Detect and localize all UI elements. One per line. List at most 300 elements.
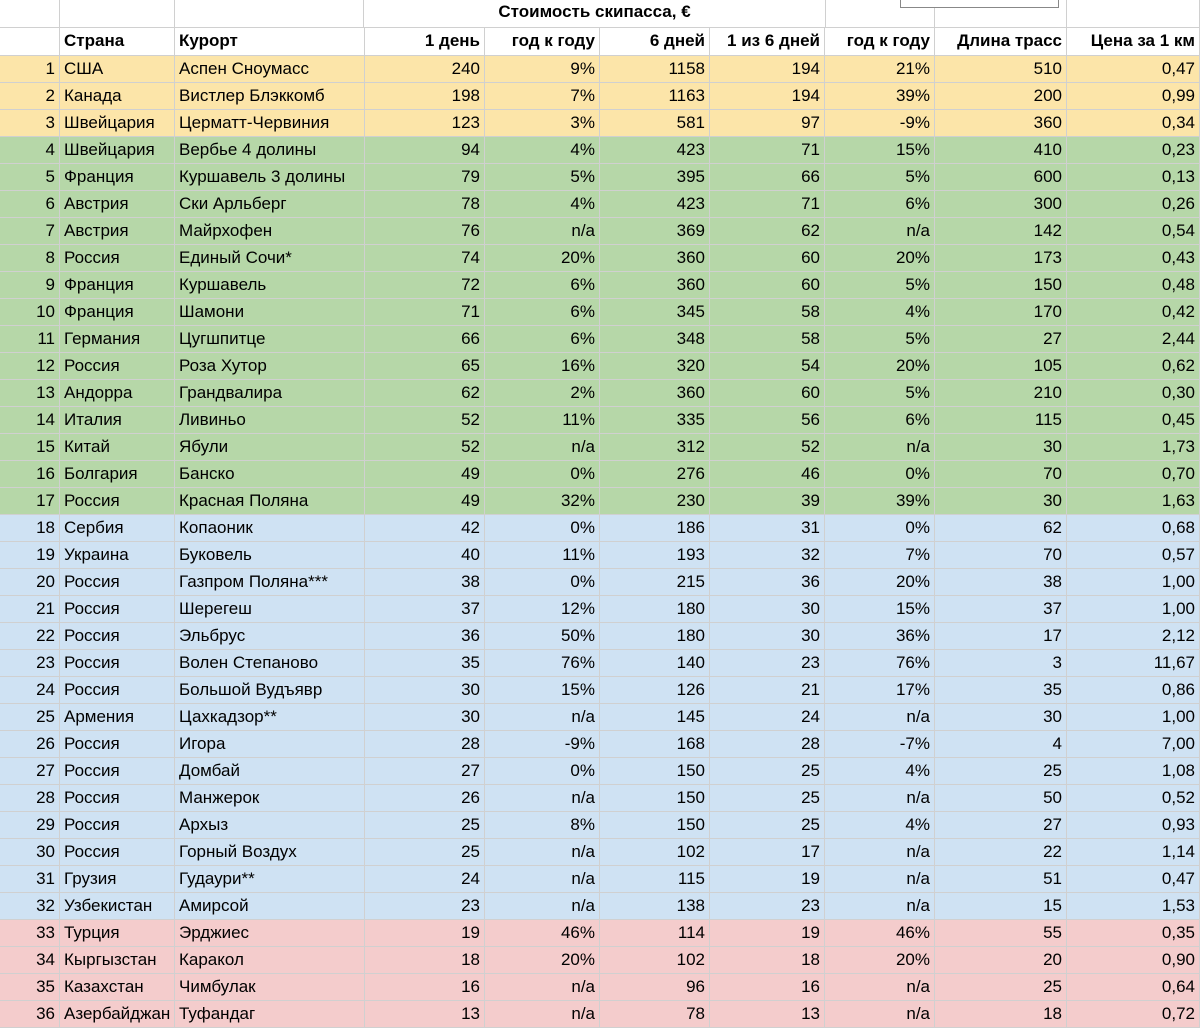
price-per-km-cell[interactable]: 0,45	[1067, 407, 1200, 434]
yoy1-cell[interactable]: -9%	[485, 731, 600, 758]
day1-cell[interactable]: 30	[365, 677, 485, 704]
resort-cell[interactable]: Роза Хутор	[175, 353, 365, 380]
yoy1-cell[interactable]: 46%	[485, 920, 600, 947]
resort-cell[interactable]: Ябули	[175, 434, 365, 461]
days6-cell[interactable]: 360	[600, 272, 710, 299]
country-cell[interactable]: Швейцария	[60, 137, 175, 164]
resort-cell[interactable]: Копаоник	[175, 515, 365, 542]
header-day1[interactable]: 1 день	[365, 28, 485, 56]
yoy6-cell[interactable]: 5%	[825, 326, 935, 353]
day1-cell[interactable]: 66	[365, 326, 485, 353]
day1-cell[interactable]: 49	[365, 461, 485, 488]
yoy1-cell[interactable]: 9%	[485, 56, 600, 83]
yoy6-cell[interactable]: 0%	[825, 461, 935, 488]
resort-cell[interactable]: Вистлер Блэккомб	[175, 83, 365, 110]
length-cell[interactable]: 27	[935, 812, 1067, 839]
price-per-km-cell[interactable]: 0,47	[1067, 56, 1200, 83]
header-country[interactable]: Страна	[60, 28, 175, 56]
length-cell[interactable]: 200	[935, 83, 1067, 110]
row-number[interactable]: 19	[0, 542, 60, 569]
country-cell[interactable]: Австрия	[60, 191, 175, 218]
country-cell[interactable]: Андорра	[60, 380, 175, 407]
length-cell[interactable]: 22	[935, 839, 1067, 866]
row-number[interactable]: 30	[0, 839, 60, 866]
length-cell[interactable]: 30	[935, 434, 1067, 461]
yoy1-cell[interactable]: 7%	[485, 83, 600, 110]
yoy6-cell[interactable]: 15%	[825, 596, 935, 623]
day1-cell[interactable]: 74	[365, 245, 485, 272]
yoy6-cell[interactable]: n/a	[825, 434, 935, 461]
country-cell[interactable]: Россия	[60, 812, 175, 839]
yoy6-cell[interactable]: 7%	[825, 542, 935, 569]
one-of-6-cell[interactable]: 19	[710, 920, 825, 947]
day1-cell[interactable]: 36	[365, 623, 485, 650]
yoy6-cell[interactable]: -9%	[825, 110, 935, 137]
row-number[interactable]: 6	[0, 191, 60, 218]
row-number[interactable]: 5	[0, 164, 60, 191]
day1-cell[interactable]: 52	[365, 434, 485, 461]
row-number[interactable]: 34	[0, 947, 60, 974]
days6-cell[interactable]: 115	[600, 866, 710, 893]
length-cell[interactable]: 360	[935, 110, 1067, 137]
price-per-km-cell[interactable]: 0,90	[1067, 947, 1200, 974]
yoy6-cell[interactable]: 20%	[825, 947, 935, 974]
day1-cell[interactable]: 30	[365, 704, 485, 731]
price-per-km-cell[interactable]: 1,14	[1067, 839, 1200, 866]
row-number[interactable]: 8	[0, 245, 60, 272]
resort-cell[interactable]: Волен Степаново	[175, 650, 365, 677]
one-of-6-cell[interactable]: 36	[710, 569, 825, 596]
price-per-km-cell[interactable]: 0,68	[1067, 515, 1200, 542]
one-of-6-cell[interactable]: 30	[710, 623, 825, 650]
days6-cell[interactable]: 360	[600, 380, 710, 407]
price-per-km-cell[interactable]: 0,54	[1067, 218, 1200, 245]
cell[interactable]	[60, 0, 175, 28]
yoy1-cell[interactable]: n/a	[485, 839, 600, 866]
row-number[interactable]: 26	[0, 731, 60, 758]
day1-cell[interactable]: 40	[365, 542, 485, 569]
one-of-6-cell[interactable]: 194	[710, 83, 825, 110]
yoy1-cell[interactable]: 20%	[485, 245, 600, 272]
row-number[interactable]: 24	[0, 677, 60, 704]
yoy1-cell[interactable]: n/a	[485, 866, 600, 893]
days6-cell[interactable]: 168	[600, 731, 710, 758]
days6-cell[interactable]: 114	[600, 920, 710, 947]
resort-cell[interactable]: Грандвалира	[175, 380, 365, 407]
yoy1-cell[interactable]: n/a	[485, 704, 600, 731]
days6-cell[interactable]: 150	[600, 812, 710, 839]
yoy6-cell[interactable]: n/a	[825, 839, 935, 866]
price-per-km-cell[interactable]: 0,43	[1067, 245, 1200, 272]
yoy6-cell[interactable]: 21%	[825, 56, 935, 83]
row-number[interactable]: 25	[0, 704, 60, 731]
country-cell[interactable]: Австрия	[60, 218, 175, 245]
yoy6-cell[interactable]: n/a	[825, 893, 935, 920]
length-cell[interactable]: 300	[935, 191, 1067, 218]
row-number[interactable]: 35	[0, 974, 60, 1001]
length-cell[interactable]: 15	[935, 893, 1067, 920]
row-number[interactable]: 22	[0, 623, 60, 650]
yoy6-cell[interactable]: 0%	[825, 515, 935, 542]
price-per-km-cell[interactable]: 0,48	[1067, 272, 1200, 299]
yoy1-cell[interactable]: 6%	[485, 272, 600, 299]
day1-cell[interactable]: 123	[365, 110, 485, 137]
cell[interactable]	[1067, 0, 1200, 28]
price-per-km-cell[interactable]: 0,72	[1067, 1001, 1200, 1028]
row-number[interactable]: 10	[0, 299, 60, 326]
yoy6-cell[interactable]: 20%	[825, 569, 935, 596]
one-of-6-cell[interactable]: 60	[710, 272, 825, 299]
price-per-km-cell[interactable]: 0,26	[1067, 191, 1200, 218]
one-of-6-cell[interactable]: 46	[710, 461, 825, 488]
yoy1-cell[interactable]: 3%	[485, 110, 600, 137]
country-cell[interactable]: Кыргызстан	[60, 947, 175, 974]
length-cell[interactable]: 70	[935, 542, 1067, 569]
country-cell[interactable]: Франция	[60, 272, 175, 299]
yoy1-cell[interactable]: 11%	[485, 542, 600, 569]
header-resort[interactable]: Курорт	[175, 28, 365, 56]
country-cell[interactable]: Турция	[60, 920, 175, 947]
price-per-km-cell[interactable]: 1,63	[1067, 488, 1200, 515]
length-cell[interactable]: 210	[935, 380, 1067, 407]
price-per-km-cell[interactable]: 0,64	[1067, 974, 1200, 1001]
day1-cell[interactable]: 94	[365, 137, 485, 164]
length-cell[interactable]: 35	[935, 677, 1067, 704]
one-of-6-cell[interactable]: 25	[710, 758, 825, 785]
one-of-6-cell[interactable]: 71	[710, 137, 825, 164]
yoy6-cell[interactable]: 5%	[825, 272, 935, 299]
country-cell[interactable]: Узбекистан	[60, 893, 175, 920]
resort-cell[interactable]: Домбай	[175, 758, 365, 785]
length-cell[interactable]: 30	[935, 704, 1067, 731]
yoy6-cell[interactable]: n/a	[825, 1001, 935, 1028]
length-cell[interactable]: 105	[935, 353, 1067, 380]
header-price-per-km[interactable]: Цена за 1 км	[1067, 28, 1200, 56]
country-cell[interactable]: США	[60, 56, 175, 83]
country-cell[interactable]: Украина	[60, 542, 175, 569]
price-per-km-cell[interactable]: 0,35	[1067, 920, 1200, 947]
country-cell[interactable]: Россия	[60, 650, 175, 677]
country-cell[interactable]: Россия	[60, 731, 175, 758]
price-per-km-cell[interactable]: 7,00	[1067, 731, 1200, 758]
row-number[interactable]: 4	[0, 137, 60, 164]
one-of-6-cell[interactable]: 19	[710, 866, 825, 893]
resort-cell[interactable]: Большой Вудъявр	[175, 677, 365, 704]
one-of-6-cell[interactable]: 21	[710, 677, 825, 704]
one-of-6-cell[interactable]: 30	[710, 596, 825, 623]
price-per-km-cell[interactable]: 1,53	[1067, 893, 1200, 920]
resort-cell[interactable]: Ски Арльберг	[175, 191, 365, 218]
country-cell[interactable]: Россия	[60, 785, 175, 812]
length-cell[interactable]: 62	[935, 515, 1067, 542]
row-number[interactable]: 9	[0, 272, 60, 299]
day1-cell[interactable]: 71	[365, 299, 485, 326]
length-cell[interactable]: 51	[935, 866, 1067, 893]
length-cell[interactable]: 38	[935, 569, 1067, 596]
country-cell[interactable]: Россия	[60, 353, 175, 380]
yoy6-cell[interactable]: n/a	[825, 218, 935, 245]
yoy6-cell[interactable]: n/a	[825, 785, 935, 812]
resort-cell[interactable]: Майрхофен	[175, 218, 365, 245]
sheet-title[interactable]: Стоимость скипасса, €	[364, 0, 825, 28]
yoy1-cell[interactable]: 0%	[485, 515, 600, 542]
one-of-6-cell[interactable]: 56	[710, 407, 825, 434]
days6-cell[interactable]: 150	[600, 758, 710, 785]
resort-cell[interactable]: Гудаури**	[175, 866, 365, 893]
yoy1-cell[interactable]: n/a	[485, 218, 600, 245]
days6-cell[interactable]: 102	[600, 947, 710, 974]
one-of-6-cell[interactable]: 60	[710, 380, 825, 407]
header-length[interactable]: Длина трасс	[935, 28, 1067, 56]
resort-cell[interactable]: Буковель	[175, 542, 365, 569]
days6-cell[interactable]: 145	[600, 704, 710, 731]
yoy6-cell[interactable]: 6%	[825, 191, 935, 218]
header-days6[interactable]: 6 дней	[600, 28, 710, 56]
days6-cell[interactable]: 180	[600, 596, 710, 623]
yoy6-cell[interactable]: 20%	[825, 353, 935, 380]
row-number[interactable]: 11	[0, 326, 60, 353]
yoy6-cell[interactable]: 5%	[825, 380, 935, 407]
row-number[interactable]: 27	[0, 758, 60, 785]
country-cell[interactable]: Россия	[60, 839, 175, 866]
resort-cell[interactable]: Эльбрус	[175, 623, 365, 650]
resort-cell[interactable]: Ливиньо	[175, 407, 365, 434]
yoy6-cell[interactable]: 46%	[825, 920, 935, 947]
price-per-km-cell[interactable]: 0,93	[1067, 812, 1200, 839]
length-cell[interactable]: 25	[935, 758, 1067, 785]
length-cell[interactable]: 173	[935, 245, 1067, 272]
country-cell[interactable]: Франция	[60, 299, 175, 326]
yoy1-cell[interactable]: 12%	[485, 596, 600, 623]
country-cell[interactable]: Франция	[60, 164, 175, 191]
row-number[interactable]: 13	[0, 380, 60, 407]
yoy1-cell[interactable]: 6%	[485, 326, 600, 353]
one-of-6-cell[interactable]: 16	[710, 974, 825, 1001]
row-number[interactable]: 20	[0, 569, 60, 596]
yoy6-cell[interactable]: 4%	[825, 758, 935, 785]
resort-cell[interactable]: Газпром Поляна***	[175, 569, 365, 596]
length-cell[interactable]: 4	[935, 731, 1067, 758]
yoy6-cell[interactable]: 15%	[825, 137, 935, 164]
row-number[interactable]: 31	[0, 866, 60, 893]
length-cell[interactable]: 70	[935, 461, 1067, 488]
country-cell[interactable]: Китай	[60, 434, 175, 461]
yoy1-cell[interactable]: n/a	[485, 893, 600, 920]
yoy6-cell[interactable]: 36%	[825, 623, 935, 650]
length-cell[interactable]: 3	[935, 650, 1067, 677]
price-per-km-cell[interactable]: 1,00	[1067, 704, 1200, 731]
row-number[interactable]: 33	[0, 920, 60, 947]
yoy1-cell[interactable]: 11%	[485, 407, 600, 434]
length-cell[interactable]: 18	[935, 1001, 1067, 1028]
one-of-6-cell[interactable]: 25	[710, 812, 825, 839]
resort-cell[interactable]: Туфандаг	[175, 1001, 365, 1028]
header-one-of-6[interactable]: 1 из 6 дней	[710, 28, 825, 56]
days6-cell[interactable]: 150	[600, 785, 710, 812]
yoy6-cell[interactable]: 6%	[825, 407, 935, 434]
price-per-km-cell[interactable]: 0,13	[1067, 164, 1200, 191]
price-per-km-cell[interactable]: 11,67	[1067, 650, 1200, 677]
resort-cell[interactable]: Куршавель 3 долины	[175, 164, 365, 191]
days6-cell[interactable]: 140	[600, 650, 710, 677]
day1-cell[interactable]: 24	[365, 866, 485, 893]
price-per-km-cell[interactable]: 1,00	[1067, 596, 1200, 623]
resort-cell[interactable]: Аспен Сноумасс	[175, 56, 365, 83]
yoy1-cell[interactable]: 76%	[485, 650, 600, 677]
resort-cell[interactable]: Горный Воздух	[175, 839, 365, 866]
yoy1-cell[interactable]: 5%	[485, 164, 600, 191]
country-cell[interactable]: Россия	[60, 677, 175, 704]
yoy1-cell[interactable]: 20%	[485, 947, 600, 974]
days6-cell[interactable]: 193	[600, 542, 710, 569]
length-cell[interactable]: 17	[935, 623, 1067, 650]
days6-cell[interactable]: 180	[600, 623, 710, 650]
yoy1-cell[interactable]: 4%	[485, 137, 600, 164]
price-per-km-cell[interactable]: 1,00	[1067, 569, 1200, 596]
length-cell[interactable]: 115	[935, 407, 1067, 434]
price-per-km-cell[interactable]: 0,62	[1067, 353, 1200, 380]
one-of-6-cell[interactable]: 194	[710, 56, 825, 83]
day1-cell[interactable]: 49	[365, 488, 485, 515]
one-of-6-cell[interactable]: 28	[710, 731, 825, 758]
price-per-km-cell[interactable]: 0,30	[1067, 380, 1200, 407]
yoy1-cell[interactable]: 0%	[485, 461, 600, 488]
one-of-6-cell[interactable]: 18	[710, 947, 825, 974]
price-per-km-cell[interactable]: 0,34	[1067, 110, 1200, 137]
day1-cell[interactable]: 240	[365, 56, 485, 83]
length-cell[interactable]: 150	[935, 272, 1067, 299]
row-number[interactable]: 23	[0, 650, 60, 677]
price-per-km-cell[interactable]: 0,99	[1067, 83, 1200, 110]
resort-cell[interactable]: Амирсой	[175, 893, 365, 920]
row-number[interactable]: 3	[0, 110, 60, 137]
length-cell[interactable]: 37	[935, 596, 1067, 623]
day1-cell[interactable]: 23	[365, 893, 485, 920]
resort-cell[interactable]: Красная Поляна	[175, 488, 365, 515]
resort-cell[interactable]: Каракол	[175, 947, 365, 974]
yoy1-cell[interactable]: n/a	[485, 1001, 600, 1028]
country-cell[interactable]: Швейцария	[60, 110, 175, 137]
cell[interactable]	[175, 0, 365, 28]
resort-cell[interactable]: Эрджиес	[175, 920, 365, 947]
yoy1-cell[interactable]: 16%	[485, 353, 600, 380]
country-cell[interactable]: Казахстан	[60, 974, 175, 1001]
one-of-6-cell[interactable]: 52	[710, 434, 825, 461]
one-of-6-cell[interactable]: 13	[710, 1001, 825, 1028]
day1-cell[interactable]: 72	[365, 272, 485, 299]
price-per-km-cell[interactable]: 0,70	[1067, 461, 1200, 488]
header-yoy1[interactable]: год к году	[485, 28, 600, 56]
one-of-6-cell[interactable]: 24	[710, 704, 825, 731]
resort-cell[interactable]: Архыз	[175, 812, 365, 839]
one-of-6-cell[interactable]: 54	[710, 353, 825, 380]
country-cell[interactable]: Канада	[60, 83, 175, 110]
days6-cell[interactable]: 335	[600, 407, 710, 434]
yoy6-cell[interactable]: 39%	[825, 488, 935, 515]
one-of-6-cell[interactable]: 31	[710, 515, 825, 542]
country-cell[interactable]: Азербайджан	[60, 1001, 175, 1028]
day1-cell[interactable]: 26	[365, 785, 485, 812]
day1-cell[interactable]: 65	[365, 353, 485, 380]
yoy1-cell[interactable]: 15%	[485, 677, 600, 704]
length-cell[interactable]: 30	[935, 488, 1067, 515]
yoy1-cell[interactable]: 50%	[485, 623, 600, 650]
days6-cell[interactable]: 96	[600, 974, 710, 1001]
price-per-km-cell[interactable]: 0,52	[1067, 785, 1200, 812]
days6-cell[interactable]: 348	[600, 326, 710, 353]
yoy6-cell[interactable]: n/a	[825, 974, 935, 1001]
days6-cell[interactable]: 186	[600, 515, 710, 542]
resort-cell[interactable]: Цахкадзор**	[175, 704, 365, 731]
resort-cell[interactable]: Манжерок	[175, 785, 365, 812]
one-of-6-cell[interactable]: 66	[710, 164, 825, 191]
yoy1-cell[interactable]: 0%	[485, 758, 600, 785]
row-number[interactable]: 32	[0, 893, 60, 920]
country-cell[interactable]: Германия	[60, 326, 175, 353]
resort-cell[interactable]: Шамони	[175, 299, 365, 326]
resort-cell[interactable]: Чимбулак	[175, 974, 365, 1001]
days6-cell[interactable]: 423	[600, 191, 710, 218]
row-number[interactable]: 17	[0, 488, 60, 515]
cell[interactable]	[0, 0, 60, 28]
days6-cell[interactable]: 126	[600, 677, 710, 704]
row-number[interactable]: 28	[0, 785, 60, 812]
resort-cell[interactable]: Цугшпитце	[175, 326, 365, 353]
days6-cell[interactable]: 276	[600, 461, 710, 488]
country-cell[interactable]: Россия	[60, 596, 175, 623]
one-of-6-cell[interactable]: 32	[710, 542, 825, 569]
row-number[interactable]: 29	[0, 812, 60, 839]
days6-cell[interactable]: 230	[600, 488, 710, 515]
price-per-km-cell[interactable]: 1,73	[1067, 434, 1200, 461]
yoy6-cell[interactable]: 20%	[825, 245, 935, 272]
one-of-6-cell[interactable]: 60	[710, 245, 825, 272]
price-per-km-cell[interactable]: 2,44	[1067, 326, 1200, 353]
day1-cell[interactable]: 27	[365, 758, 485, 785]
row-number[interactable]: 7	[0, 218, 60, 245]
day1-cell[interactable]: 25	[365, 812, 485, 839]
days6-cell[interactable]: 360	[600, 245, 710, 272]
length-cell[interactable]: 142	[935, 218, 1067, 245]
yoy6-cell[interactable]: -7%	[825, 731, 935, 758]
resort-cell[interactable]: Игора	[175, 731, 365, 758]
days6-cell[interactable]: 78	[600, 1001, 710, 1028]
row-number[interactable]: 2	[0, 83, 60, 110]
price-per-km-cell[interactable]: 0,86	[1067, 677, 1200, 704]
days6-cell[interactable]: 320	[600, 353, 710, 380]
day1-cell[interactable]: 38	[365, 569, 485, 596]
resort-cell[interactable]: Банско	[175, 461, 365, 488]
resort-cell[interactable]: Единый Сочи*	[175, 245, 365, 272]
day1-cell[interactable]: 28	[365, 731, 485, 758]
price-per-km-cell[interactable]: 0,57	[1067, 542, 1200, 569]
yoy1-cell[interactable]: n/a	[485, 785, 600, 812]
yoy6-cell[interactable]: 39%	[825, 83, 935, 110]
yoy1-cell[interactable]: 4%	[485, 191, 600, 218]
one-of-6-cell[interactable]: 23	[710, 650, 825, 677]
day1-cell[interactable]: 42	[365, 515, 485, 542]
length-cell[interactable]: 410	[935, 137, 1067, 164]
row-number[interactable]: 1	[0, 56, 60, 83]
day1-cell[interactable]: 79	[365, 164, 485, 191]
one-of-6-cell[interactable]: 62	[710, 218, 825, 245]
yoy6-cell[interactable]: n/a	[825, 866, 935, 893]
one-of-6-cell[interactable]: 25	[710, 785, 825, 812]
country-cell[interactable]: Россия	[60, 758, 175, 785]
country-cell[interactable]: Грузия	[60, 866, 175, 893]
country-cell[interactable]: Россия	[60, 488, 175, 515]
yoy6-cell[interactable]: n/a	[825, 704, 935, 731]
